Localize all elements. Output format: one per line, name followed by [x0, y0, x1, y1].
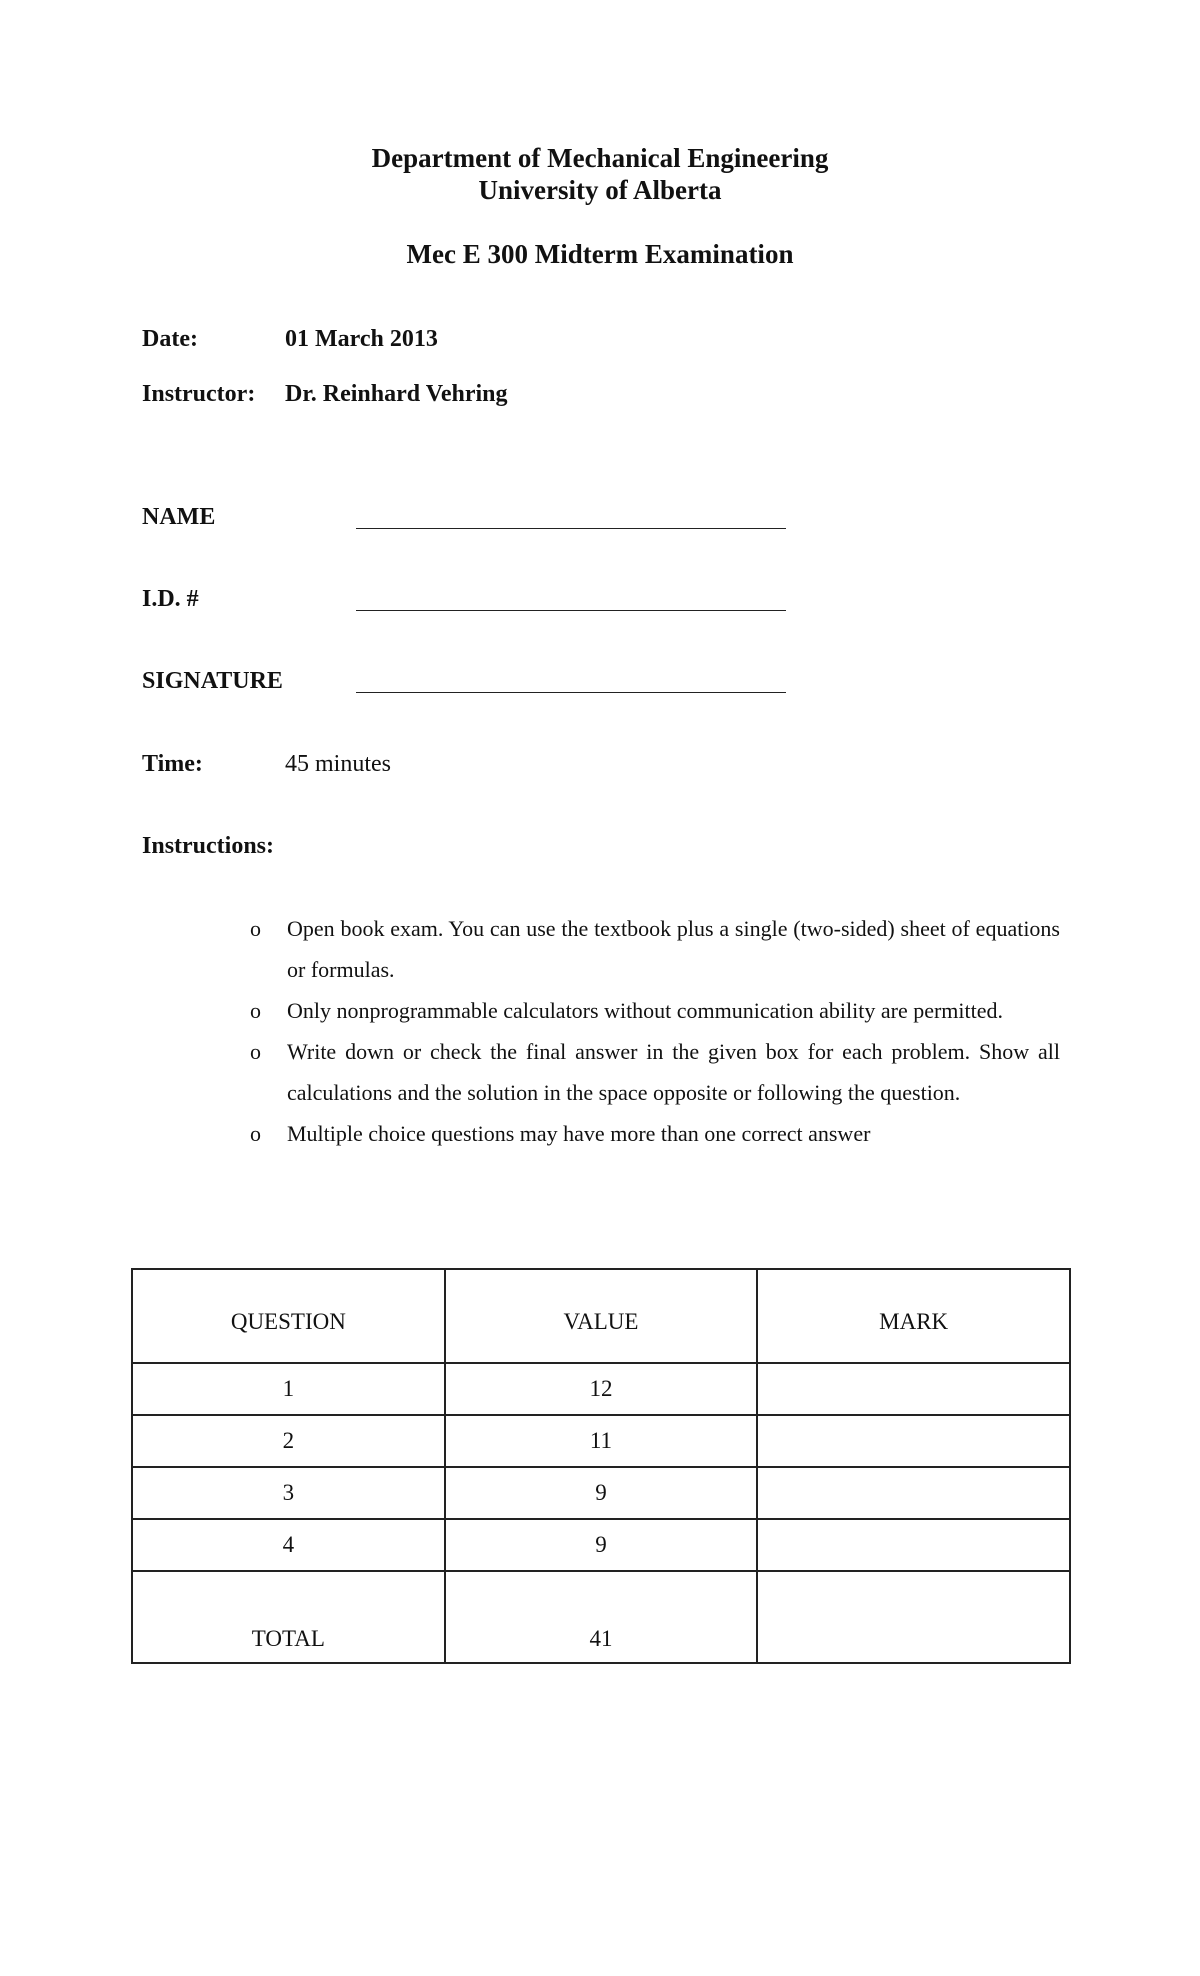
id-field[interactable]	[356, 610, 786, 611]
university-title: University of Alberta	[478, 175, 722, 205]
question-cell: 4	[132, 1519, 445, 1571]
table-total-row	[132, 1571, 1070, 1663]
value-cell: 11	[445, 1415, 758, 1467]
score-table	[131, 1268, 1071, 1664]
mark-cell[interactable]	[757, 1519, 1070, 1571]
value-cell: 12	[445, 1363, 758, 1415]
name-label: NAME	[142, 504, 216, 530]
bullet-icon: o	[250, 1039, 261, 1064]
question-cell: 2	[132, 1415, 445, 1467]
time-label: Time:	[142, 751, 203, 777]
exam-title: Mec E 300 Midterm Examination	[406, 239, 794, 269]
table-row	[132, 1467, 1070, 1519]
instructions-label: Instructions:	[142, 833, 275, 859]
header-mark: MARK	[757, 1269, 1070, 1363]
instruction-text: Only nonprogrammable calculators without communication ability are permitted.	[287, 998, 1004, 1023]
instructor-label: Instructor:	[142, 381, 256, 407]
instructor-value: Dr. Reinhard Vehring	[285, 381, 508, 407]
instruction-item	[250, 990, 1060, 1031]
table-row	[132, 1519, 1070, 1571]
mark-cell[interactable]	[757, 1363, 1070, 1415]
name-field[interactable]	[356, 528, 786, 529]
mark-cell[interactable]	[757, 1415, 1070, 1467]
bullet-icon: o	[250, 1121, 261, 1146]
id-label: I.D. #	[142, 586, 199, 612]
bullet-icon: o	[250, 998, 261, 1023]
total-value: 41	[445, 1571, 758, 1663]
instruction-text: Multiple choice questions may have more than one correct answer	[287, 1121, 871, 1146]
value-cell: 9	[445, 1519, 758, 1571]
date-label: Date:	[142, 326, 198, 352]
header-question: QUESTION	[132, 1269, 445, 1363]
signature-field[interactable]	[356, 692, 786, 693]
instruction-item	[250, 1113, 1060, 1154]
mark-cell[interactable]	[757, 1467, 1070, 1519]
table-row	[132, 1415, 1070, 1467]
bullet-icon: o	[250, 916, 261, 941]
date-value: 01 March 2013	[285, 326, 438, 352]
signature-label: SIGNATURE	[142, 668, 283, 694]
instructions-list	[250, 908, 1060, 1154]
time-value: 45 minutes	[285, 751, 391, 777]
header-value: VALUE	[445, 1269, 758, 1363]
instruction-text: Write down or check the final answer in the given box for each problem. Show all calculations and the solution in the space opposite or following the question.	[287, 1039, 1060, 1105]
question-cell: 3	[132, 1467, 445, 1519]
table-row	[132, 1363, 1070, 1415]
department-title: Department of Mechanical Engineering	[371, 143, 829, 173]
instruction-item	[250, 1031, 1060, 1113]
instruction-item	[250, 908, 1060, 990]
total-mark-cell[interactable]	[757, 1571, 1070, 1663]
total-label: TOTAL	[132, 1571, 445, 1663]
question-cell: 1	[132, 1363, 445, 1415]
table-header-row	[132, 1269, 1070, 1363]
value-cell: 9	[445, 1467, 758, 1519]
instruction-text: Open book exam. You can use the textbook plus a single (two-sided) sheet of equations or formulas.	[287, 916, 1060, 982]
